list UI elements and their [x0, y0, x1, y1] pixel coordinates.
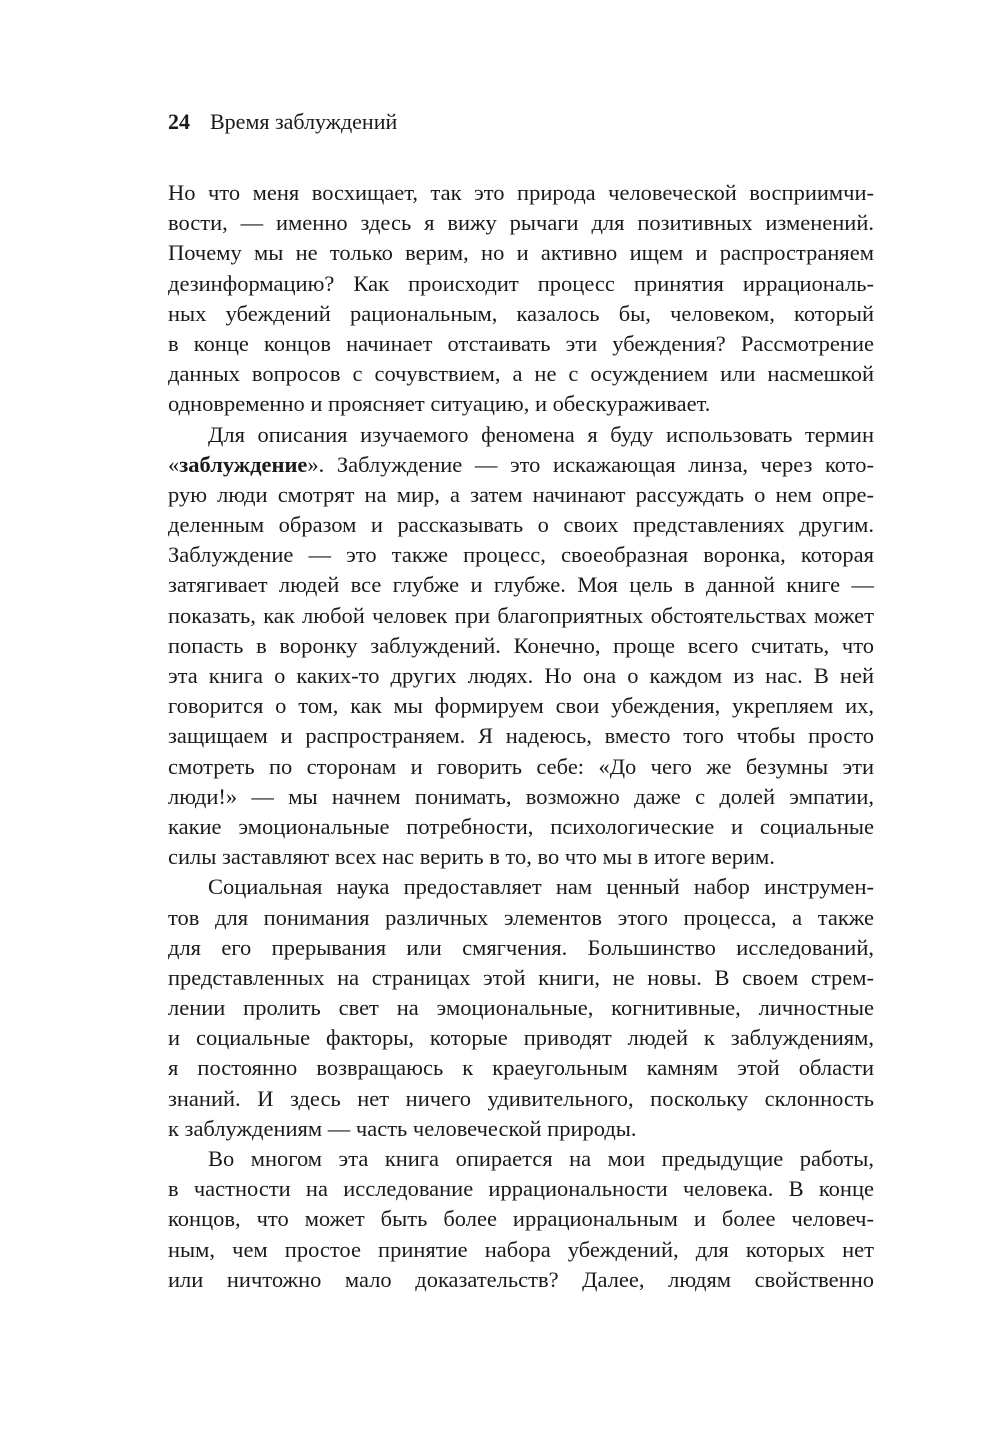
text-line: силы заставляют всех нас верить в то, во что мы в итоге верим.	[168, 844, 775, 870]
text-line: и социальные факторы, которые приводят людей к заблуждениям,	[168, 1025, 874, 1051]
text-line: Почему мы не только верим, но и активно ищем и распространяем	[168, 240, 874, 266]
text-line: затягивает людей все глубже и глубже. Моя цель в данной книге —	[168, 572, 874, 598]
text-line: лении пролить свет на эмоциональные, когнитивные, личностные	[168, 995, 874, 1021]
open-quote: «	[168, 451, 180, 477]
text-line: защищаем и распространяем. Я надеюсь, вместо того чтобы просто	[168, 723, 874, 749]
text-line: представленных на страницах этой книги, не новы. В своем стрем-	[168, 964, 874, 990]
text-line-with-term	[168, 450, 874, 480]
bold-term: заблуждение	[179, 451, 308, 477]
paragraph-4	[168, 1144, 874, 1295]
text-line: Для описания изучаемого феномена я буду использовать термин	[208, 421, 874, 447]
paragraph-2	[168, 420, 874, 873]
text-line: ным, чем простое принятие набора убеждений, для которых нет	[168, 1236, 874, 1262]
line-rest: ». Заблуждение — это искажающая линза, через кото-	[307, 451, 874, 477]
text-line: ных убеждений рациональным, казалось бы, человеком, который	[168, 300, 874, 326]
running-header	[168, 106, 397, 138]
text-line: какие эмоциональные потребности, психологические и социальные	[168, 813, 874, 839]
text-line: попасть в воронку заблуждений. Конечно, проще всего считать, что	[168, 632, 874, 658]
paragraph-1	[168, 178, 874, 420]
running-title: Время заблуждений	[210, 109, 398, 134]
page-number: 24	[168, 109, 190, 134]
text-line: в конце концов начинает отстаивать эти убеждения? Рассмотрение	[168, 330, 874, 356]
text-line: смотреть по сторонам и говорить себе: «До чего же безумны эти	[168, 753, 874, 779]
text-line: вости, — именно здесь я вижу рычаги для позитивных изменений.	[168, 210, 874, 236]
text-line: к заблуждениям — часть человеческой природы.	[168, 1115, 637, 1141]
text-line: для его прерывания или смягчения. Большинство исследований,	[168, 934, 874, 960]
text-line: или ничтожно мало доказательств? Далее, людям свойственно	[168, 1266, 874, 1292]
text-line: показать, как любой человек при благоприятных обстоятельствах может	[168, 602, 874, 628]
text-line: деленным образом и рассказывать о своих представлениях другим.	[168, 512, 874, 538]
text-line: в частности на исследование иррациональности человека. В конце	[168, 1176, 874, 1202]
text-line: одновременно и проясняет ситуацию, и обескураживает.	[168, 391, 711, 417]
body-text	[168, 178, 874, 1295]
text-line: люди!» — мы начнем понимать, возможно даже с долей эмпатии,	[168, 783, 874, 809]
text-line: Социальная наука предоставляет нам ценный набор инструмен-	[208, 874, 874, 900]
text-line: дезинформацию? Как происходит процесс принятия иррациональ-	[168, 270, 874, 296]
text-line: рую люди смотрят на мир, а затем начинают рассуждать о нем опре-	[168, 481, 874, 507]
text-line: концов, что может быть более иррациональным и более человеч-	[168, 1206, 874, 1232]
text-line: данных вопросов с сочувствием, а не с осуждением или насмешкой	[168, 361, 874, 387]
text-line: знаний. И здесь нет ничего удивительного, поскольку склонность	[168, 1085, 874, 1111]
text-line: Во многом эта книга опирается на мои предыдущие работы,	[208, 1146, 874, 1171]
text-line: я постоянно возвращаюсь к краеугольным камням этой области	[168, 1055, 874, 1081]
text-line: говорится о том, как мы формируем свои убеждения, укрепляем их,	[168, 693, 874, 719]
text-line: тов для понимания различных элементов этого процесса, а также	[168, 904, 874, 930]
paragraph-3	[168, 872, 874, 1144]
text-line: Но что меня восхищает, так это природа человеческой восприимчи-	[168, 180, 874, 205]
text-line: эта книга о каких-то других людях. Но она о каждом из нас. В ней	[168, 663, 874, 688]
text-line: Заблуждение — это также процесс, своеобразная воронка, которая	[168, 542, 874, 568]
